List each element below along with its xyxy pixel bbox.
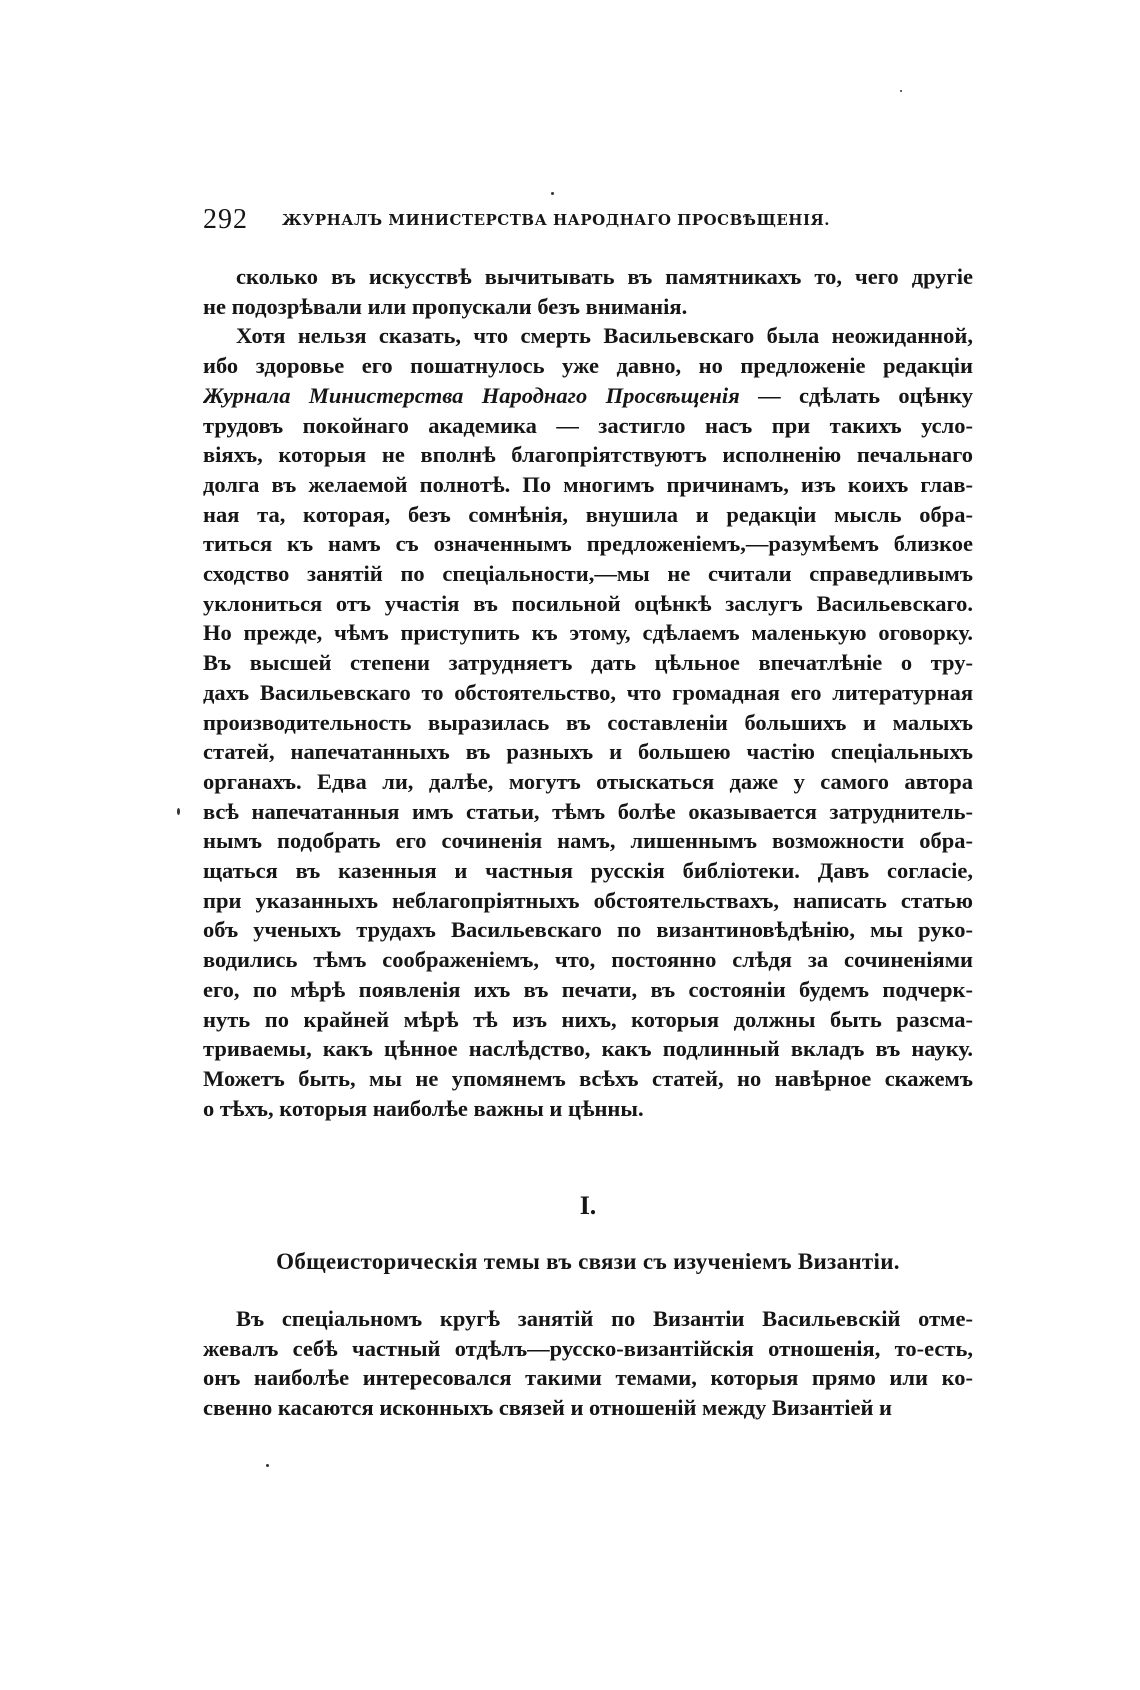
text-line: ная та, которая, безъ сомнѣнія, внушила и редакціи мысль обра-: [203, 501, 973, 527]
section-paragraph: [203, 1304, 973, 1423]
text-line: Но прежде, чѣмъ приступить къ этому, сдѣлаемъ маленькую оговорку.: [203, 620, 973, 646]
paragraph-continuation: [203, 262, 973, 321]
text-line: водились тѣмъ соображеніемъ, что, постоянно слѣдя за сочиненіями: [203, 947, 973, 973]
text-line: не подозрѣвали или пропускали безъ вниманія.: [203, 293, 688, 319]
text-line: органахъ. Едва ли, далѣе, могутъ отыскаться даже у самого автора: [203, 768, 973, 794]
text-line: онъ наиболѣе интересовался такими темами, которыя прямо или ко-: [203, 1365, 973, 1391]
text-line: уклониться отъ участія въ посильной оцѣнкѣ заслугъ Васильевскаго.: [203, 590, 973, 616]
text-line: всѣ напечатанныя имъ статьи, тѣмъ болѣе оказывается затруднитель-: [203, 798, 973, 824]
print-speck: [177, 808, 180, 815]
text-line: дахъ Васильевскаго то обстоятельство, что громадная его литературная: [203, 679, 973, 705]
text-line: производительность выразилась въ составленіи большихъ и малыхъ: [203, 709, 973, 735]
page-number: 292: [203, 204, 248, 235]
text-line: о тѣхъ, которыя наиболѣе важны и цѣнны.: [203, 1095, 644, 1121]
print-speck: [551, 192, 554, 195]
body-text: [203, 262, 973, 1123]
text-line: віяхъ, которыя не вполнѣ благопріятствуютъ исполненію печальнаго: [203, 442, 973, 468]
text-line: щаться въ казенныя и частныя русскія библіотеки. Давъ согласіе,: [203, 858, 973, 884]
text-line: нымъ подобрать его сочиненія намъ, лишеннымъ возможности обра-: [203, 828, 973, 854]
text-line: трудовъ покойнаго академика — застигло насъ при такихъ усло-: [203, 412, 973, 438]
text-line: объ ученыхъ трудахъ Васильевскаго по византиновѣдѣнію, мы руко-: [203, 917, 973, 943]
text-line: Можетъ быть, мы не упомянемъ всѣхъ статей, но навѣрное скажемъ: [203, 1065, 973, 1091]
text-line: титься къ намъ съ означеннымъ предложеніемъ,—разумѣемъ близкое: [203, 531, 973, 557]
text-line: сколько въ искусствѣ вычитывать въ памятникахъ то, чего другіе: [236, 264, 973, 289]
text-line: Въ высшей степени затрудняетъ дать цѣльное впечатлѣніе о тру-: [203, 650, 973, 676]
text-line: ибо здоровье его пошатнулось уже давно, но предложеніе редакціи: [203, 353, 973, 379]
text-line: жевалъ себѣ частный отдѣлъ—русско-византійскія отношенія, то-есть,: [203, 1335, 973, 1361]
text-line: Журнала Министерства Народнаго Просвѣщенія — сдѣлать оцѣнку: [203, 382, 973, 408]
italic-title: Журнала Министерства Народнаго Просвѣщенія: [203, 382, 740, 408]
text-line: триваемы, какъ цѣнное наслѣдство, какъ подлинный вкладъ въ науку.: [203, 1036, 973, 1062]
print-speck: [900, 90, 902, 92]
paragraph-main: [203, 321, 973, 1123]
page-header: [203, 203, 973, 237]
text-line: статей, напечатанныхъ въ разныхъ и большею частію спеціальныхъ: [203, 739, 973, 765]
text-line: свенно касаются исконныхъ связей и отношеній между Византіей и: [203, 1395, 892, 1421]
text-line: сходство занятій по спеціальности,—мы не считали справедливымъ: [203, 561, 973, 587]
section-body-text: [203, 1304, 973, 1423]
running-title: ЖУРНАЛЪ МИНИСТЕРСТВА НАРОДНАГО ПРОСВѢЩЕНІЯ.: [282, 211, 830, 229]
text-line: его, по мѣрѣ появленія ихъ въ печати, въ состояніи будемъ подчерк-: [203, 976, 973, 1002]
print-speck: [266, 1464, 269, 1467]
text-line: Въ спеціальномъ кругѣ занятій по Византіи Васильевскій отме-: [236, 1306, 973, 1331]
text-line: нуть по крайней мѣрѣ тѣ изъ нихъ, которыя должны быть разсма-: [203, 1006, 973, 1032]
section-number: I.: [579, 1191, 597, 1220]
section-title: Общеисторическія темы въ связи съ изученіемъ Византіи.: [276, 1249, 900, 1274]
text-line: долга въ желаемой полнотѣ. По многимъ причинамъ, изъ коихъ глав-: [203, 471, 973, 497]
text-line: Хотя нельзя сказать, что смерть Васильевскаго была неожиданной,: [236, 323, 973, 349]
text-line: при указанныхъ неблагопріятныхъ обстоятельствахъ, написать статью: [203, 887, 973, 913]
